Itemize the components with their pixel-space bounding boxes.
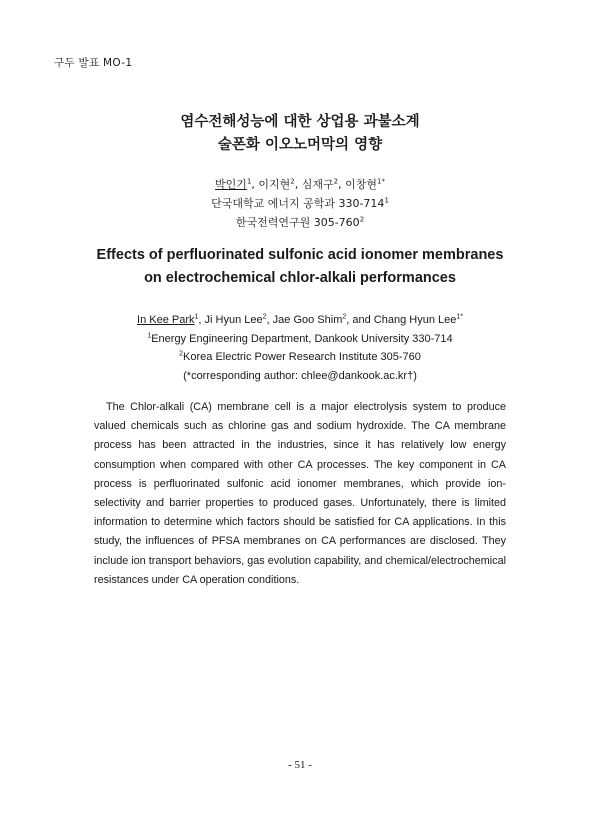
english-title-line-1: Effects of perfluorinated sulfonic acid ionomer membranes xyxy=(96,247,504,263)
english-author-3-sup: 2 xyxy=(342,313,347,321)
korean-author-1: 박인기 xyxy=(215,178,247,191)
english-title-line-2: on electrochemical chlor-alkali performances xyxy=(144,270,456,286)
english-author-3: Jae Goo Shim xyxy=(272,314,343,326)
korean-author-4: 이창현 xyxy=(345,178,377,191)
session-label: 구두 발표 MO-1 xyxy=(54,57,133,69)
korean-title-line-1: 염수전해성능에 대한 상업용 과불소계 xyxy=(180,114,420,130)
korean-author-4-sup: 1* xyxy=(377,177,385,186)
english-affiliation-2 xyxy=(0,348,600,367)
english-author-4: Chang Hyun Lee xyxy=(373,314,457,326)
korean-title xyxy=(0,111,600,157)
korean-affiliation-2 xyxy=(0,213,600,232)
english-affiliation-1-sup: 1 xyxy=(147,331,152,339)
korean-affiliation-1-sup: 1 xyxy=(384,196,389,205)
korean-authors-block xyxy=(0,175,600,232)
english-author-2-sup: 2 xyxy=(262,313,267,321)
english-title xyxy=(0,244,600,290)
english-affiliation-1-text: Energy Engineering Department, Dankook University 330-714 xyxy=(151,332,453,345)
english-affiliation-2-text: Korea Electric Power Research Institute 305-760 xyxy=(183,351,421,363)
korean-author-1-sup: 1 xyxy=(246,177,252,186)
english-author-4-sup: 1* xyxy=(456,313,463,321)
korean-author-2: 이지현 xyxy=(258,178,291,191)
korean-affiliation-2-sup: 2 xyxy=(359,215,365,224)
english-authors-block xyxy=(0,311,600,385)
korean-affiliation-1-text: 단국대학교 에너지 공학과 330-714 xyxy=(211,197,385,210)
english-author-list: In Kee Park$^1$, Ji Hyun Lee$^2$, Jae Goo Shim$^2$, and Chang Hyun Lee$^{1*}$ xyxy=(137,313,463,326)
english-author-1: In Kee Park xyxy=(137,314,195,326)
english-affiliation-2-sup: 2 xyxy=(179,350,184,358)
korean-title-line-2: 술폰화 이오노머막의 영향 xyxy=(217,137,383,153)
korean-affiliation-2-text: 한국전력연구원 305-760 xyxy=(235,216,360,229)
korean-author-3: 심재구 xyxy=(301,178,334,191)
corresponding-author: (*corresponding author: chlee@dankook.ac.kr†) xyxy=(183,369,417,382)
page-number: - 51 - xyxy=(288,759,312,771)
english-author-2: Ji Hyun Lee xyxy=(204,314,263,326)
abstract xyxy=(94,398,506,590)
korean-author-2-sup: 2 xyxy=(290,177,295,186)
english-author-1-sup: 1 xyxy=(194,313,199,321)
korean-affiliation-1 xyxy=(0,194,600,213)
korean-author-list: 박인기$^1$, 이지현$^2$, 심재구$^2$, 이창현$^{1*}$ xyxy=(215,177,385,191)
english-affiliation-1 xyxy=(0,330,600,349)
abstract-paragraph: The Chlor-alkali (CA) membrane cell is a major electrolysis system to produce valued chemicals such as chlorine gas and sodium hydroxide. The CA membrane process has been attracted in the industries, since it has relatively low energy consumption when compared with other CA processes. The key component in CA process is perfluorinated sulfonic acid ionomer membranes, which provide ion-selectivity and barrier properties to produced gases. Unfortunately, there is limited information to determine which factors should be satisfied for CA applications. In this study, the influences of PFSA membranes on CA performances are disclosed. They include ion transport behaviors, gas evolution capability, and chemical/electrochemical resistances under CA operation conditions. xyxy=(94,401,506,586)
korean-author-3-sup: 2 xyxy=(333,177,339,186)
